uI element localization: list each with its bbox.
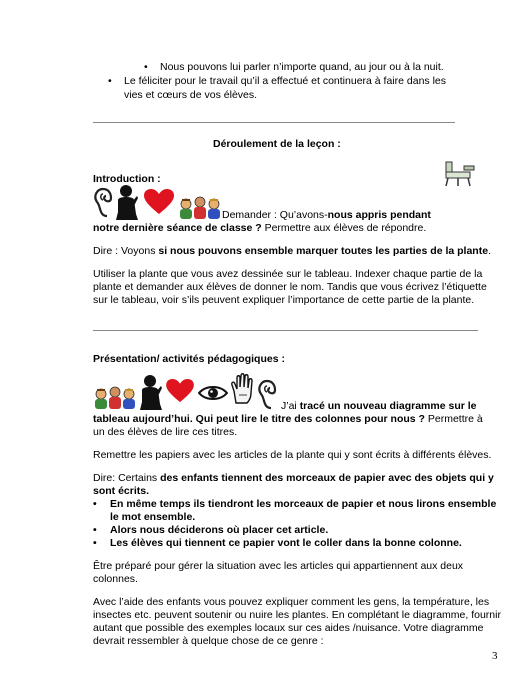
presentation-heading: Présentation/ activités pédagogiques :: [93, 353, 285, 365]
presentation-dire-line1: Dire: Certains des enfants tiennent des morceaux de papier avec des objets qui y: [93, 472, 494, 484]
praying-figure-icon: [114, 184, 140, 222]
page-number: 3: [492, 650, 498, 662]
bullet-text: Les élèves qui tiennent ce papier vont le coller dans la bonne colonne.: [110, 537, 462, 549]
eye-icon: [198, 384, 228, 402]
presentation-jai-line2: tableau aujourd’hui. Qui peut lire le titre des colonnes pour nous ? Permettre à: [93, 413, 483, 425]
divider: [93, 330, 478, 331]
presentation-jai-line3: un des élèves de lire ces titres.: [93, 426, 238, 438]
bullet-continuation: vies et cœurs de vos élèves.: [124, 89, 258, 101]
intro-heading: Introduction :: [93, 173, 161, 185]
heart-icon: [144, 189, 174, 215]
hand-icon: [230, 373, 256, 405]
intro-question-line2: notre dernière séance de classe ? Permettre aux élèves de répondre.: [93, 222, 427, 234]
bullet-text: Le féliciter pour le travail qu’il a effectué et continuera à faire dans les: [124, 75, 446, 87]
praying-figure-icon: [138, 374, 164, 412]
ear-icon: [93, 186, 113, 220]
document-page: • Nous pouvons lui parler n’importe quand, au jour ou à la nuit. • Le féliciter pour le travail qu’il a effectué et continuera à faire dans les vies et cœurs de vos élèves. Déroulement de la leçon : Introduction : Demander : Qu’avons-nous appris pendant notre dernière séance de classe ? Permettre aux élèves de répondre. Dire : Voyons si nous pouvons ensemble marquer toutes les parties de la plante. Utiliser la plante que vous avez dessinée sur le tableau. Indexer chaque partie de la plante et demander aux élèves de donner le nom. Tandis que vous écrivez l’étiquette sur le tableau, voir s’ils peuvent expliquer l’importance de cette partie de la plante. Présentation/ activités pédagogiques : J’ai tracé un nouveau diagramme sur le tableau aujourd’hui. Qui peut lire le titre des colonnes pour nous ? Permettre à un des élèves de lire ces titres. Remettre les papiers avec les articles de la plante qui y sont écrits à différents élèves. Dire: Certains des enfants tiennent des morceaux de papier avec des objets qui y sont écrits. • En même temps ils tiendront les morceaux de papier et nous lirons ensemble le mot ensemble. • Alors nous déciderons où placer cet article. • Les élèves qui tiennent ce papier vont le coller dans la bonne colonne. Être préparé pour gérer la situation avec les articles qui appartiennent aux deux colonnes. Avec l’aide des enfants vous pouvez expliquer comment les gens, la température, les insectes etc. peuvent soutenir ou nuire les plantes. En complétant le diagramme, fournir autant que possible des exemples locaux sur ces aides /nuisance. Votre diagramme devrait ressembler à quelque chose de ce genre : 3: [93, 61, 501, 662]
children-group-icon: [93, 386, 137, 410]
presentation-etre-line: Être préparé pour gérer la situation avec les articles qui appartiennent aux deux: [93, 560, 464, 572]
presentation-jai-line1: J’ai tracé un nouveau diagramme sur le: [281, 400, 477, 412]
bullet-text: En même temps ils tiendront les morceaux de papier et nous lirons ensemble: [110, 498, 497, 510]
presentation-etre-line: colonnes.: [93, 573, 138, 585]
presentation-aide-line: devrait ressembler à quelque chose de ce genre :: [93, 635, 324, 647]
children-group-icon: [178, 196, 222, 220]
intro-paragraph-line: sur le tableau, voir s’ils peuvent expliquer l’importance de cette partie de la plante.: [93, 294, 475, 306]
bullet-continuation: le mot ensemble.: [110, 511, 196, 523]
presentation-aide-line: insectes etc. peuvent soutenir ou nuire les plantes. En complétant le diagramme, fournir: [93, 609, 501, 621]
intro-dire: Dire : Voyons si nous pouvons ensemble marquer toutes les parties de la plante.: [93, 245, 491, 257]
intro-paragraph-line: plante et demander aux élèves de donner le nom. Tandis que vous écrivez l’étiquette: [93, 281, 487, 293]
ear-icon: [257, 378, 277, 412]
bullet-text: Alors nous déciderons où placer cet article.: [110, 524, 329, 536]
divider: [93, 122, 455, 123]
presentation-dire-line2: sont écrits.: [93, 485, 150, 497]
heart-icon: [166, 379, 194, 403]
presentation-aide-line: autant que possible des exemples locaux sur ces aides /nuisance. Votre diagramme: [93, 622, 484, 634]
intro-paragraph-line: Utiliser la plante que vous avez dessinée sur le tableau. Indexer chaque partie de la: [93, 268, 483, 280]
intro-question-line1: Demander : Qu’avons-nous appris pendant: [222, 209, 431, 221]
presentation-remettre: Remettre les papiers avec les articles de la plante qui y sont écrits à différents élèves.: [93, 449, 492, 461]
presentation-aide-line: Avec l’aide des enfants vous pouvez expliquer comment les gens, la température, les: [93, 596, 490, 608]
chair-icon: [440, 158, 480, 188]
lesson-heading: Déroulement de la leçon :: [213, 138, 341, 150]
bullet-text: Nous pouvons lui parler n’importe quand, au jour ou à la nuit.: [160, 61, 444, 73]
